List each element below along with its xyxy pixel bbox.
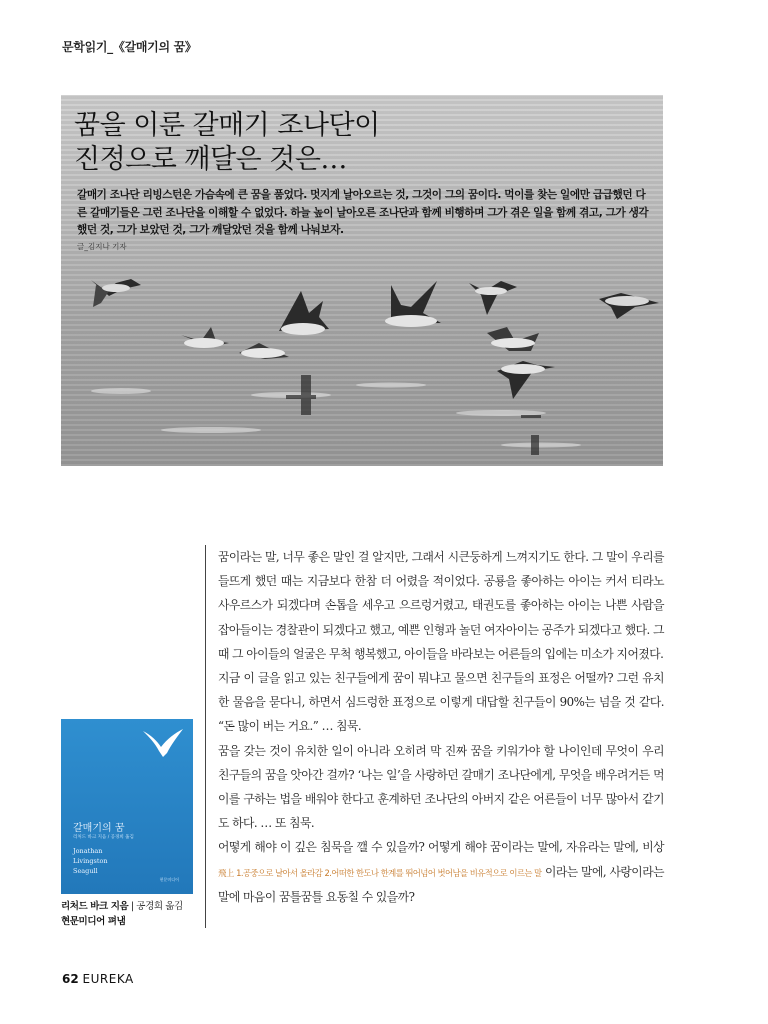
article-paragraph-3: 꿈을 갖는 것이 유치한 일이 아니라 오히려 막 진짜 꿈을 키워가야 할 나이인데 무엇이 우리 친구들의 꿈을 앗아간 걸까? ‘나는 일’을 사랑하던 갈매기 조나단에게, 무엇을 배우려거든 먹이를 구하는 법을 배워야 한다고 훈계하던 조나단의 아버지 같은 어른들이 너무 많아서 같기도 하다. … 또 침묵. bbox=[218, 743, 664, 831]
cover-english-title bbox=[73, 846, 108, 876]
gull-4 bbox=[239, 343, 289, 359]
cover-publisher: 현문미디어 bbox=[159, 877, 179, 882]
article-title-line-1: 꿈을 이룬 갈매기 조나단이 bbox=[74, 110, 380, 141]
cover-title: 갈매기의 꿈 bbox=[73, 823, 125, 834]
article-byline: 글_김지나 기자 bbox=[77, 242, 127, 251]
article-title-line-2: 진정으로 깨달은 것은… bbox=[74, 144, 347, 175]
gull-9 bbox=[599, 293, 659, 319]
gull-7 bbox=[487, 327, 539, 351]
gull-1 bbox=[91, 279, 141, 307]
article-title bbox=[74, 109, 380, 177]
book-caption bbox=[61, 899, 183, 929]
caption-author: 리처드 바크 지음 bbox=[61, 901, 129, 912]
gloss-note: 飛上 1.공중으로 날아서 올라감 2.어떠한 한도나 한계를 뛰어넘어 벗어남을 비유적으로 이르는 말 bbox=[218, 867, 542, 878]
article-paragraph-4 bbox=[218, 835, 664, 909]
paragraph-4-text-b: 이라는 말에, 사랑이라는 말에 마음이 꿈틀꿈틀 요동칠 수 있을까? bbox=[218, 864, 664, 904]
page-footer bbox=[62, 972, 134, 986]
gull-6 bbox=[469, 281, 517, 315]
gull-5 bbox=[385, 281, 441, 327]
section-label: 문학읽기_《갈매기의 꿈》 bbox=[62, 40, 197, 54]
page-number: 62 bbox=[62, 972, 79, 986]
gull-2 bbox=[181, 327, 229, 348]
seagull-icon bbox=[141, 727, 185, 761]
gull-8 bbox=[497, 361, 555, 399]
gull-3 bbox=[279, 291, 329, 335]
cover-line-2: Livingston bbox=[73, 857, 108, 865]
article-lead: 갈매기 조나단 리빙스턴은 가슴속에 큰 꿈을 품었다. 멋지게 날아오르는 것, 그것이 그의 꿈이다. 먹이를 찾는 일에만 급급했던 다른 갈매기들은 그런 조나단을 이해할 수 없었다. 하늘 높이 날아오른 조나단과 함께 비행하며 그가 겪은 일을 함께 겪고, 그가 생각했던 것, 그가 보았던 것, 그가 깨달았던 것을 함께 나눠보자. bbox=[77, 189, 649, 236]
cover-line-3: Seagull bbox=[73, 867, 98, 875]
caption-publisher: 현문미디어 펴냄 bbox=[61, 916, 126, 927]
paragraph-4-text-a: 어떻게 해야 이 깊은 침묵을 깰 수 있을까? 어떻게 해야 꿈이라는 말에, 자유라는 말에, 비상 bbox=[218, 840, 664, 855]
caption-translator: | 공경희 옮김 bbox=[128, 901, 183, 912]
article-paragraph-2: 지금 이 글을 읽고 있는 친구들에게 꿈이 뭐냐고 물으면 친구들의 표정은 어떨까? 그런 유치한 물음을 묻다니, 하면서 심드렁한 표정으로 이렇게 대답할 친구들이 90%는 넘을 것 같다. “돈 많이 버는 거요.” … 침묵. bbox=[218, 671, 664, 734]
cover-line-1: Jonathan bbox=[73, 847, 103, 855]
cover-subtitle: 리처드 바크 지음 / 공경희 옮김 bbox=[73, 835, 134, 840]
book-cover bbox=[61, 719, 193, 894]
column-divider bbox=[205, 545, 206, 928]
article-paragraph-1: 꿈이라는 말, 너무 좋은 말인 걸 알지만, 그래서 시큰둥하게 느껴지기도 한다. 그 말이 우리를 들뜨게 했던 때는 지금보다 한참 더 어렸을 적이었다. 공룡을 좋아하는 아이는 커서 티라노 사우르스가 되겠다며 손톱을 세우고 으르렁거렸고, 태권도를 좋아하는 아이는 나쁜 사람을 잡아들이는 경찰관이 되겠다고 했고, 예쁜 인형과 놀던 여자아이는 공주가 되겠다고 했다. 그때 그 아이들의 얼굴은 무척 행복했고, 아이들을 바라보는 어른들의 입에는 미소가 지어졌다. bbox=[218, 550, 664, 661]
magazine-name: EUREKA bbox=[82, 972, 134, 986]
caption-line-1 bbox=[61, 899, 183, 914]
hero-banner bbox=[61, 95, 663, 466]
article-body bbox=[218, 545, 664, 909]
